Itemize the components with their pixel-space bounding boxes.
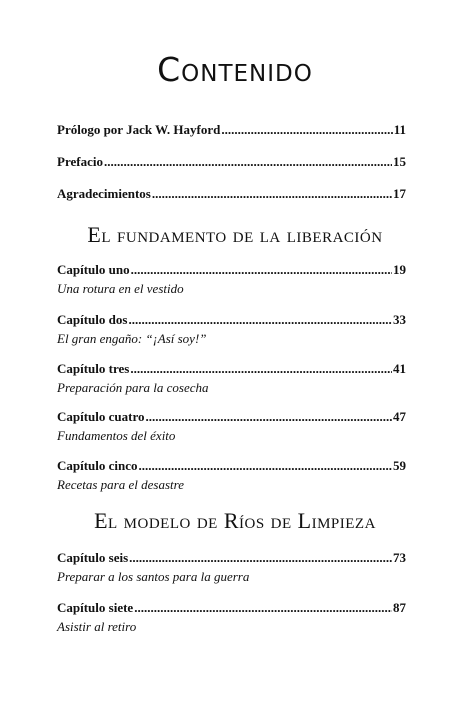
chapter-subtitle: Una rotura en el vestido: [57, 281, 184, 296]
dot-leader: [129, 550, 392, 566]
chapter-subtitle: Asistir al retiro: [57, 619, 137, 634]
page-number: 11: [393, 122, 406, 137]
toc-entry-capitulo-siete[interactable]: [57, 600, 406, 635]
dot-leader: [131, 262, 392, 278]
dot-leader: [146, 409, 392, 425]
page-number: 47: [393, 409, 406, 424]
dot-leader: [221, 122, 392, 138]
entry-label: Agradecimientos: [57, 186, 151, 201]
entry-label: Capítulo cuatro: [57, 409, 145, 424]
entry-label: Capítulo tres: [57, 361, 130, 376]
page-number: 59: [393, 458, 406, 473]
toc-entry-prologo[interactable]: [57, 122, 406, 138]
entry-label: Capítulo dos: [57, 312, 128, 327]
toc-entry-capitulo-cuatro[interactable]: [57, 409, 406, 444]
entry-label: Prefacio: [57, 154, 103, 169]
chapter-subtitle: Preparación para la cosecha: [57, 380, 209, 395]
section-heading: El modelo de Ríos de Limpieza: [94, 508, 376, 533]
section-heading: El fundamento de la liberación: [87, 222, 383, 247]
toc-entry-capitulo-tres[interactable]: [57, 361, 406, 396]
toc-entry-agradecimientos[interactable]: [57, 186, 406, 202]
page-title: Contenido: [157, 50, 313, 89]
page-number: 33: [393, 312, 406, 327]
entry-label: Capítulo siete: [57, 600, 134, 615]
dot-leader: [130, 361, 392, 377]
toc-entry-capitulo-uno[interactable]: [57, 262, 406, 297]
dot-leader: [152, 186, 392, 202]
page-number: 19: [393, 262, 406, 277]
page-number: 73: [393, 550, 406, 565]
page-number: 87: [393, 600, 406, 615]
page-number: 15: [393, 154, 406, 169]
chapter-subtitle: Fundamentos del éxito: [57, 428, 176, 443]
dot-leader: [104, 154, 392, 170]
page-number: 17: [393, 186, 406, 201]
dot-leader: [139, 458, 392, 474]
toc-entry-capitulo-cinco[interactable]: [57, 458, 406, 493]
dot-leader: [128, 312, 392, 328]
toc-entry-capitulo-dos[interactable]: [57, 312, 406, 347]
entry-label: Capítulo seis: [57, 550, 129, 565]
chapter-subtitle: Recetas para el desastre: [57, 477, 184, 492]
dot-leader: [134, 600, 392, 616]
entry-label: Capítulo uno: [57, 262, 130, 277]
page-number: 41: [393, 361, 406, 376]
toc-entry-prefacio[interactable]: [57, 154, 406, 170]
toc-entry-capitulo-seis[interactable]: [57, 550, 406, 585]
entry-label: Prólogo por Jack W. Hayford: [57, 122, 221, 137]
chapter-subtitle: El gran engaño: “¡Así soy!”: [57, 331, 207, 346]
chapter-subtitle: Preparar a los santos para la guerra: [57, 569, 250, 584]
entry-label: Capítulo cinco: [57, 458, 138, 473]
